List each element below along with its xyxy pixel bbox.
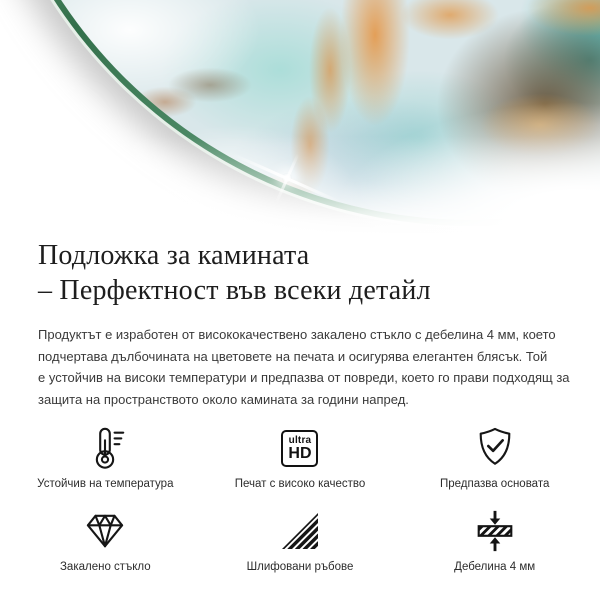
feature-label: Закалено стъкло: [59, 561, 151, 573]
ultra-hd-text-top: ultra: [288, 434, 312, 446]
ultra-hd-text-bottom: HD: [288, 444, 312, 462]
product-hero-image: [0, 0, 600, 235]
polished-edges-icon: [280, 506, 320, 556]
feature-grid: [8, 423, 592, 573]
feature-label: Печат с високо качество: [234, 478, 366, 490]
description-line: Продуктът е изработен от висококачествено закалено стъкло с дебелина 4 мм, което: [38, 327, 556, 342]
title-line-2: – Перфектност във всеки детайл: [38, 275, 431, 306]
description-line: защита на пространството около камината за години напред.: [38, 391, 409, 407]
feature-temperature: [8, 423, 203, 490]
page-title: [38, 238, 562, 308]
feature-tempered-glass: [8, 506, 203, 573]
feature-thickness: [397, 506, 592, 573]
thickness-icon: [473, 506, 517, 556]
shield-check-icon: [474, 423, 516, 473]
feature-label: Шлифовани ръбове: [246, 561, 354, 573]
hero-white-fade: [0, 0, 600, 235]
feature-label: Дебелина 4 мм: [454, 561, 536, 573]
description-line: подчертава дълбочината на цветовете на печата и осигурява елегантен блясък. Той: [38, 348, 548, 364]
feature-label: Предпазва основата: [439, 478, 550, 490]
feature-protects-base: [397, 423, 592, 490]
product-description: [38, 324, 570, 410]
feature-polished-edges: [203, 506, 398, 573]
feature-label: Устойчив на температура: [37, 478, 174, 490]
description-line: е устойчив на високи температури и предпазва от повреди, което го прави подходящ за: [38, 370, 570, 385]
ultra-hd-icon: [281, 423, 318, 473]
title-line-1: Подложка за камината: [38, 240, 310, 271]
feature-print-quality: [203, 423, 398, 490]
diamond-icon: [84, 506, 126, 556]
thermometer-icon: [82, 423, 128, 473]
content-section: [0, 238, 600, 410]
